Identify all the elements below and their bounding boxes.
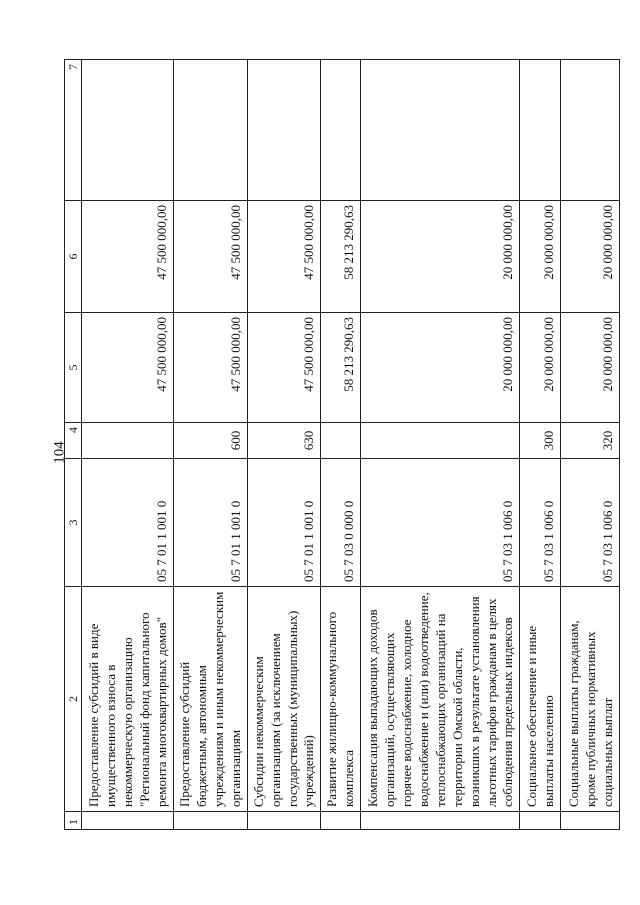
- row-number-cell: [561, 812, 620, 830]
- amount-col7-cell: [360, 60, 520, 201]
- expense-type-cell: 630: [247, 423, 321, 459]
- table-row: [360, 60, 520, 830]
- table-row: [82, 60, 173, 830]
- expense-name-cell: Предоставление субсидий в виде имущественного взноса в некоммерческую организацию "Региональный фонд капитального ремонта многоквартирных домов": [82, 587, 173, 812]
- amount-col5-cell: 47 500 000,00: [82, 313, 173, 423]
- row-number-cell: [82, 812, 173, 830]
- budget-table-container: [64, 60, 620, 830]
- table-row: [247, 60, 321, 830]
- amount-col5-cell: 20 000 000,00: [360, 313, 520, 423]
- expense-type-cell: [82, 423, 173, 459]
- amount-col6-cell: 47 500 000,00: [247, 201, 321, 313]
- amount-col7-cell: [561, 60, 620, 201]
- expense-name-cell: Компенсация выпадающих доходов организаций, осуществляющих горячее водоснабжение, холодное водоснабжение и (или) водоотведение, теплоснабжающих организаций на территории Омской области, возникших в результате установления льготных тарифов гражданам в целях соблюдения предельных индексов: [360, 587, 520, 812]
- amount-col7-cell: [247, 60, 321, 201]
- amount-col7-cell: [321, 60, 360, 201]
- amount-col5-cell: 20 000 000,00: [561, 313, 620, 423]
- expense-name-cell: Предоставление субсидий бюджетным, автономным учреждениям и иным некоммерческим организациям: [173, 587, 247, 812]
- expense-type-cell: [321, 423, 360, 459]
- page-number: 104: [51, 441, 68, 464]
- amount-col6-cell: 58 213 290,63: [321, 201, 360, 313]
- amount-col5-cell: 47 500 000,00: [247, 313, 321, 423]
- target-code-cell: 05 7 01 1 001 0: [173, 459, 247, 587]
- row-number-cell: [247, 812, 321, 830]
- amount-col7-cell: [520, 60, 561, 201]
- table-header-row: [65, 60, 82, 830]
- target-code-cell: 05 7 03 1 006 0: [520, 459, 561, 587]
- amount-col6-cell: 47 500 000,00: [82, 201, 173, 313]
- amount-col5-cell: 20 000 000,00: [520, 313, 561, 423]
- amount-col6-cell: 47 500 000,00: [173, 201, 247, 313]
- amount-col5-cell: 47 500 000,00: [173, 313, 247, 423]
- expense-name-cell: Социальные выплаты гражданам, кроме публичных нормативных социальных выплат: [561, 587, 620, 812]
- expense-name-cell: Субсидии некоммерческим организациям (за исключением государственных (муниципальных) учреждений): [247, 587, 321, 812]
- amount-col7-cell: [82, 60, 173, 201]
- table-row: [561, 60, 620, 830]
- table-row: [321, 60, 360, 830]
- table-row: [520, 60, 561, 830]
- target-code-cell: 05 7 01 1 001 0: [82, 459, 173, 587]
- target-code-cell: 05 7 03 0 000 0: [321, 459, 360, 587]
- target-code-cell: 05 7 01 1 001 0: [247, 459, 321, 587]
- amount-col6-cell: 20 000 000,00: [520, 201, 561, 313]
- column-number-6: 6: [65, 201, 82, 313]
- column-number-2: 2: [65, 587, 82, 812]
- expense-type-cell: [360, 423, 520, 459]
- table-row: [173, 60, 247, 830]
- row-number-cell: [360, 812, 520, 830]
- target-code-cell: 05 7 03 1 006 0: [561, 459, 620, 587]
- row-number-cell: [321, 812, 360, 830]
- column-number-3: 3: [65, 459, 82, 587]
- column-number-7: 7: [65, 60, 82, 201]
- row-number-cell: [173, 812, 247, 830]
- expense-name-cell: Развитие жилищно-коммунального комплекса: [321, 587, 360, 812]
- amount-col6-cell: 20 000 000,00: [360, 201, 520, 313]
- column-number-5: 5: [65, 313, 82, 423]
- amount-col5-cell: 58 213 290,63: [321, 313, 360, 423]
- target-code-cell: 05 7 03 1 006 0: [360, 459, 520, 587]
- column-number-1: 1: [65, 812, 82, 830]
- budget-table: [64, 59, 620, 830]
- expense-type-cell: 600: [173, 423, 247, 459]
- amount-col7-cell: [173, 60, 247, 201]
- expense-type-cell: 320: [561, 423, 620, 459]
- row-number-cell: [520, 812, 561, 830]
- expense-name-cell: Социальное обеспечение и иные выплаты населению: [520, 587, 561, 812]
- expense-type-cell: 300: [520, 423, 561, 459]
- column-number-4: 4: [65, 423, 82, 459]
- amount-col6-cell: 20 000 000,00: [561, 201, 620, 313]
